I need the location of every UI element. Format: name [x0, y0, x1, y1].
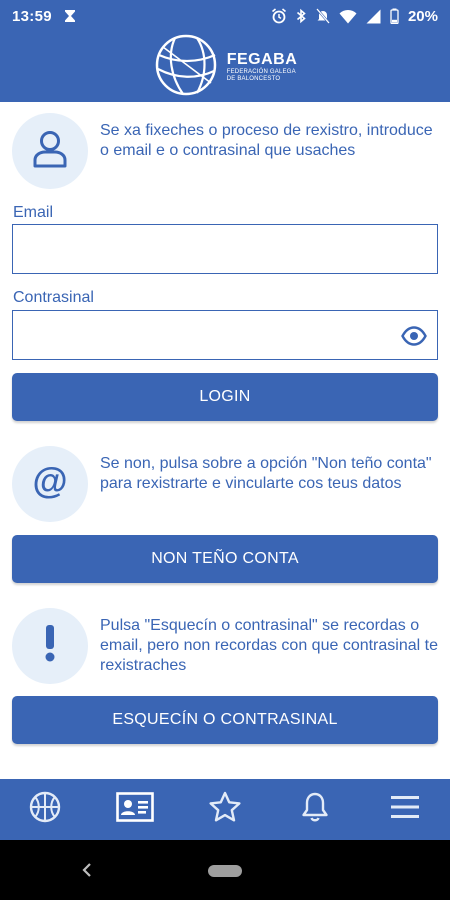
forgot-info-text: Pulsa "Esquecín o contrasinal" se recordas o email, pero non recordas con que contrasinal te rexistraches [100, 617, 438, 674]
status-bar [0, 0, 450, 32]
system-home-pill[interactable] [208, 865, 242, 877]
star-icon [208, 791, 242, 828]
forgot-info [12, 608, 438, 684]
login-info [12, 113, 438, 189]
logo-text [227, 51, 298, 83]
logo-brand: FEGABA [226, 51, 298, 68]
user-badge [12, 113, 88, 189]
exclamation-icon [43, 624, 57, 669]
password-field-box [12, 310, 438, 360]
system-back-icon[interactable] [80, 860, 94, 885]
show-password-eye-icon[interactable] [401, 324, 427, 348]
fegaba-logo [153, 33, 298, 102]
id-card-icon [116, 792, 154, 827]
password-field[interactable] [13, 311, 437, 359]
at-sign-icon [30, 462, 70, 507]
bottom-nav [0, 779, 450, 840]
logo-subtitle-2: DE BALONCESTO [226, 76, 281, 82]
nav-id-card[interactable] [105, 788, 165, 832]
bluetooth-icon [296, 8, 307, 24]
email-label: Email [13, 204, 54, 221]
nav-menu[interactable] [375, 788, 435, 832]
login-content [0, 102, 450, 779]
at-badge [12, 446, 88, 522]
nav-basketball[interactable] [15, 788, 75, 832]
email-field-box [12, 224, 438, 274]
app-header [0, 32, 450, 102]
register-info [12, 446, 438, 522]
logo-ball-icon [153, 33, 221, 102]
nav-notifications[interactable] [285, 788, 345, 832]
alarm-icon [271, 8, 287, 24]
menu-icon [390, 794, 420, 825]
user-icon [32, 129, 68, 174]
exclamation-badge [12, 608, 88, 684]
password-label: Contrasinal [13, 289, 94, 306]
battery-percent: 20% [407, 7, 438, 25]
mute-icon [316, 8, 330, 24]
no-account-button[interactable]: NON TEÑO CONTA [12, 535, 438, 583]
battery-icon [390, 8, 399, 24]
wifi-icon [339, 9, 357, 24]
hourglass-icon [64, 9, 76, 23]
logo-subtitle-1: FEDERACIÓN GALEGA [226, 69, 296, 75]
register-info-text: Se non, pulsa sobre a opción "Non teño conta" para rexistrarte e vincularte cos teus datos [100, 455, 432, 492]
login-info-text: Se xa fixeches o proceso de rexistro, introduce o email e o contrasinal que usaches [100, 122, 433, 159]
status-time: 13:59 [12, 7, 52, 25]
forgot-password-button[interactable]: ESQUECÍN O CONTRASINAL [12, 696, 438, 744]
system-nav-bar [0, 840, 450, 900]
bell-icon [300, 791, 330, 828]
login-button[interactable]: LOGIN [12, 373, 438, 421]
email-field[interactable] [13, 225, 437, 273]
svg-text:@: @ [32, 461, 68, 501]
signal-icon [366, 9, 381, 24]
basketball-icon [29, 791, 61, 828]
nav-favorites[interactable] [195, 788, 255, 832]
